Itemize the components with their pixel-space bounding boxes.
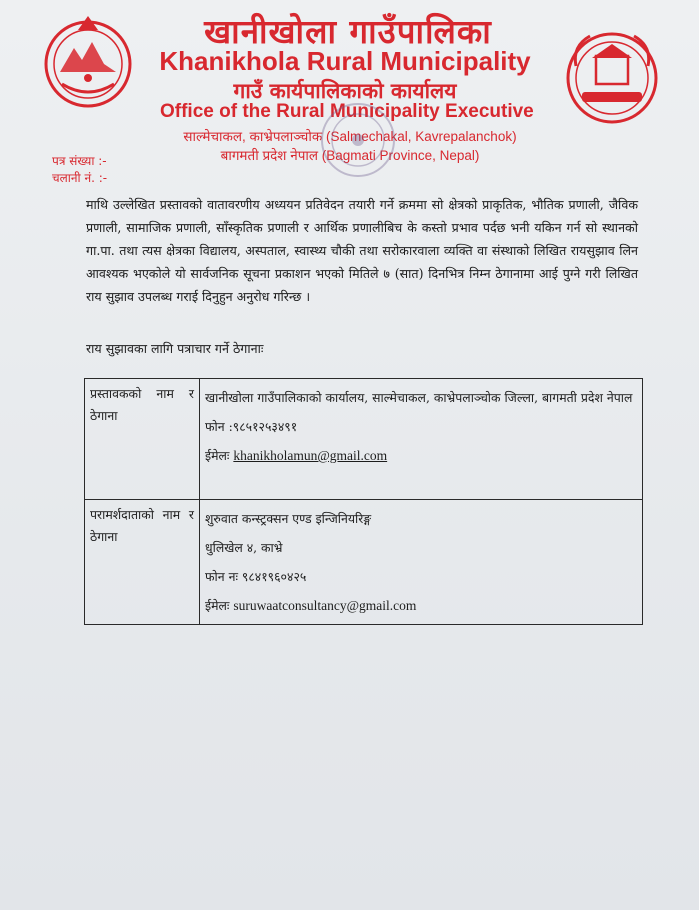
dispatch-number-label: चलानी नं. :-	[52, 171, 108, 185]
consultant-address: धुलिखेल ४, काभ्रे	[205, 540, 283, 555]
letter-number-label: पत्र संख्या :-	[52, 154, 107, 168]
municipal-emblem-logo	[40, 12, 136, 112]
office-name-english: Office of the Rural Municipality Executive	[160, 101, 534, 122]
proposer-email-label: ईमेलः	[205, 448, 230, 463]
address-line-1: साल्मेचाकल, काभ्रेपलाञ्चोक (Salmechakal, Kavrepalanchok)	[183, 129, 517, 144]
consultant-email[interactable]: suruwaatconsultancy@gmail.com	[233, 598, 417, 613]
table-row	[85, 500, 643, 625]
consultant-phone: फोन नः ९८४१९६०४२५	[205, 569, 307, 584]
consultant-email-line	[205, 591, 637, 620]
municipality-name-nepali: खानीखोला गाउँपालिका	[204, 12, 492, 51]
municipality-seal-logo	[562, 26, 662, 126]
notice-paragraph: माथि उल्लेखित प्रस्तावको वातावरणीय अध्ययन प्रतिवेदन तयारी गर्ने क्रममा सो क्षेत्रको प्राकृतिक, भौतिक प्रणाली, जैविक प्रणाली, सामाजिक प्रणाली, साँस्कृतिक प्रणाली र आर्थिक प्रणालीबिच के कस्तो प्रभाव पर्दछ भनी यकिन गर्न सो स्थानको गा.पा. तथा त्यस क्षेत्रका विद्यालय, अस्पताल, स्वास्थ्य चौकी तथा सरोकारवाला व्यक्ति वा संस्थाको लिखित रायसुझाव लिन आवश्यक भएकोले यो सार्वजनिक सूचना प्रकाशन भएको मितिले ७ (सात) दिनभित्र निम्न ठेगानामा आई पुग्ने गरी लिखित राय सुझाव उपलब्ध गराई दिनुहुन अनुरोध गरिन्छ ।	[86, 196, 638, 304]
office-stamp-icon	[318, 100, 398, 180]
proposer-email-line	[205, 441, 637, 470]
consultant-name: शुरुवात कन्स्ट्रक्सन एण्ड इन्जिनियरिङ्ग	[205, 511, 372, 526]
address-line-2: बागमती प्रदेश नेपाल (Bagmati Province, Nepal)	[220, 148, 480, 163]
consultant-details	[200, 500, 643, 625]
proposer-email-link[interactable]: khanikholamun@gmail.com	[233, 448, 388, 463]
municipality-name-english: Khanikhola Rural Municipality	[159, 46, 531, 76]
office-name-nepali: गाउँ कार्यपालिकाको कार्यालय	[233, 79, 457, 103]
proposer-label: प्रस्तावकको नाम र ठेगाना	[85, 379, 200, 500]
consultant-label: परामर्शदाताको नाम र ठेगाना	[85, 500, 200, 625]
correspondence-address-heading: राय सुझावका लागि पत्राचार गर्ने ठेगानाः	[86, 341, 264, 356]
consultant-email-label: ईमेलः	[205, 598, 230, 613]
proposer-address: खानीखोला गाउँपालिकाको कार्यालय, साल्मेचाकल, काभ्रेपलाञ्चोक जिल्ला, बागमती प्रदेश नेपाल	[205, 390, 633, 405]
table-row	[85, 379, 643, 500]
proposer-phone: फोन :९८५१२५३४९१	[205, 419, 298, 434]
address-table	[84, 378, 643, 625]
proposer-details	[200, 379, 643, 500]
